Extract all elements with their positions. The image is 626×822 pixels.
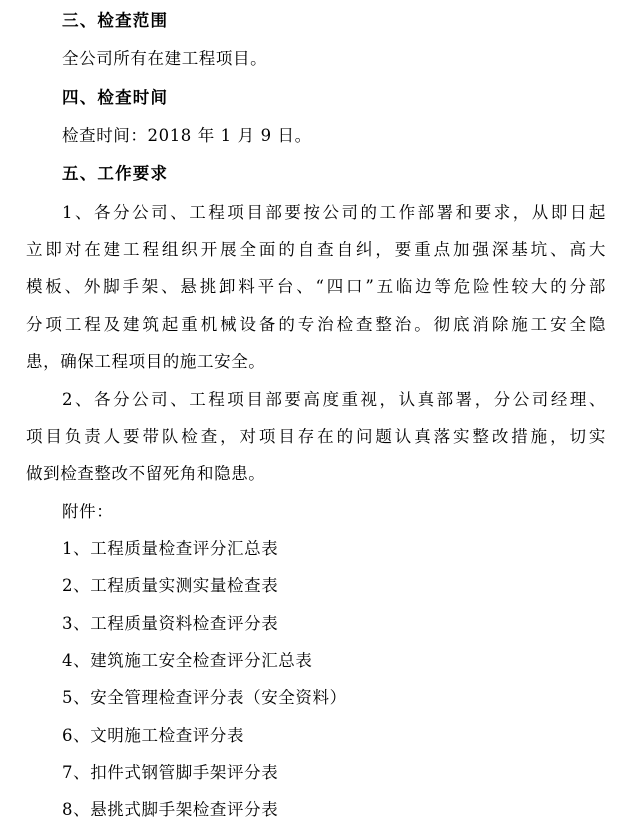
attachment-item: 4、建筑施工安全检查评分汇总表 xyxy=(62,651,313,670)
attachment-item: 7、扣件式钢管脚手架评分表 xyxy=(62,763,279,782)
attachment-item: 1、工程质量检查评分汇总表 xyxy=(62,539,279,558)
paragraph-1-line-5: 患，确保工程项目的施工安全。 xyxy=(26,352,266,371)
paragraph-2-line-2: 项目负责人要带队检查，对项目存在的问题认真落实整改措施，切实 xyxy=(26,427,606,446)
section-4-heading: 四、检查时间 xyxy=(62,88,169,107)
attachment-item: 3、工程质量资料检查评分表 xyxy=(62,614,279,633)
paragraph-1-line-3: 模板、外脚手架、悬挑卸料平台、“四口”五临边等危险性较大的分部 xyxy=(26,277,606,296)
attachment-item: 8、悬挑式脚手架检查评分表 xyxy=(62,800,279,819)
section-5-heading: 五、工作要求 xyxy=(62,164,169,183)
attachment-item: 2、工程质量实测实量检查表 xyxy=(62,576,279,595)
paragraph-2-line-1: 2、各分公司、工程项目部要高度重视，认真部署，分公司经理、 xyxy=(62,390,606,409)
attachment-item: 6、文明施工检查评分表 xyxy=(62,726,245,745)
section-3-heading: 三、检查范围 xyxy=(62,11,169,30)
paragraph-1-line-4: 分项工程及建筑起重机械设备的专治检查整治。彻底消除施工安全隐 xyxy=(26,315,606,334)
paragraph-2-line-3: 做到检查整改不留死角和隐患。 xyxy=(26,464,266,483)
paragraph-1-line-1: 1、各分公司、工程项目部要按公司的工作部署和要求，从即日起 xyxy=(62,203,606,222)
section-4-body: 检查时间：2018 年 1 月 9 日。 xyxy=(62,126,312,145)
attachments-label: 附件： xyxy=(62,502,114,521)
paragraph-1-line-2: 立即对在建工程组织开展全面的自查自纠，要重点加强深基坑、高大 xyxy=(26,240,606,259)
section-3-body: 全公司所有在建工程项目。 xyxy=(62,49,268,68)
attachment-item: 5、安全管理检查评分表（安全资料） xyxy=(62,688,347,707)
